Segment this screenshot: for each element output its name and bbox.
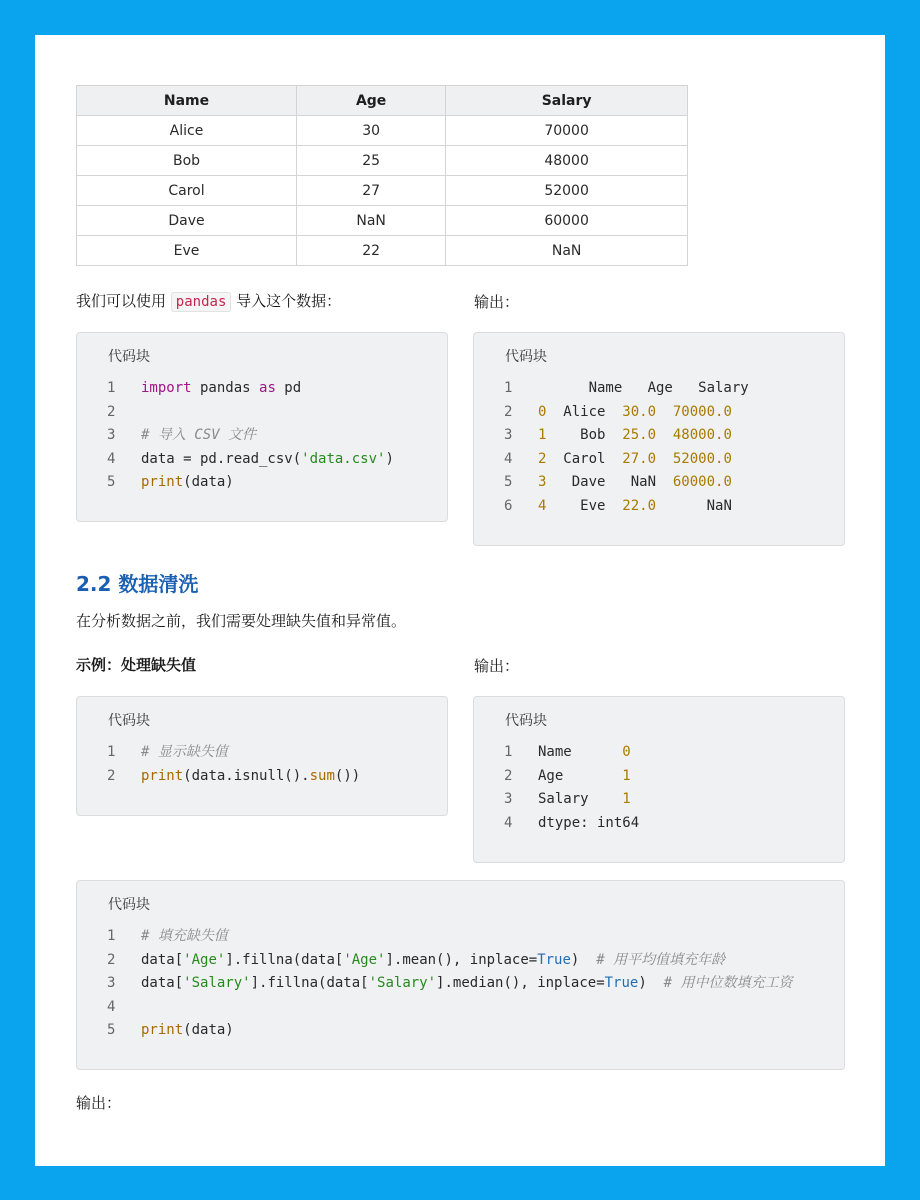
line-source [538, 424, 732, 448]
line-number: 2 [107, 403, 116, 420]
code-token: Carol [546, 450, 623, 467]
table-cell: Carol [77, 176, 297, 206]
line-number: 4 [504, 450, 513, 467]
line-source [538, 765, 631, 789]
line-source [141, 377, 301, 401]
code-line [474, 377, 749, 401]
code-line [77, 448, 394, 472]
code-token: data = pd.read_csv( [141, 450, 302, 467]
line-source [141, 424, 256, 448]
code-line [474, 448, 749, 472]
code-lines [474, 377, 749, 519]
line-number: 4 [504, 814, 513, 831]
code-token: Bob [546, 427, 623, 444]
table-cell: 60000 [446, 206, 688, 236]
code-lines [77, 741, 360, 788]
code-token: ].median(), inplace= [436, 975, 605, 992]
table-cell: 25 [297, 146, 446, 176]
line-number: 3 [504, 427, 513, 444]
code-line [474, 471, 749, 495]
code-line [77, 949, 793, 973]
output-label-1: 输出： [474, 293, 520, 311]
code-line [77, 972, 793, 996]
code-line [474, 495, 749, 519]
line-source [141, 448, 394, 472]
line-number: 1 [107, 380, 116, 396]
line-number: 1 [107, 928, 116, 944]
intro-text-after: 导入这个数据： [236, 292, 342, 310]
code-block-output-dataframe [473, 332, 845, 546]
code-token [656, 451, 673, 467]
code-token: ].fillna(data[ [225, 951, 344, 968]
header-name: Name [77, 86, 297, 116]
line-number: 6 [504, 497, 513, 514]
line-source [538, 741, 631, 765]
code-token: Age [538, 767, 623, 784]
code-token: (data) [183, 474, 234, 491]
intro-paragraph [76, 290, 341, 311]
header-salary: Salary [446, 86, 688, 116]
line-source [141, 925, 228, 949]
code-token: 1 [538, 427, 547, 444]
code-block-label: 代码块 [108, 897, 150, 913]
line-source [141, 1019, 234, 1043]
section-heading: 2.2 数据清洗 [76, 572, 199, 596]
code-token [656, 427, 673, 443]
line-source [538, 471, 732, 495]
output-label-2: 输出： [474, 657, 520, 675]
code-token: # 填充缺失值 [141, 928, 228, 944]
line-number: 4 [107, 998, 116, 1015]
line-number: 2 [504, 767, 513, 784]
line-source [141, 765, 360, 789]
table-cell: 22 [297, 236, 446, 266]
code-token: Name [538, 744, 623, 760]
code-token: True [604, 975, 639, 992]
code-line [77, 1019, 793, 1043]
code-line [474, 812, 639, 836]
code-token: ].fillna(data[ [250, 975, 369, 992]
code-block-label: 代码块 [108, 349, 150, 365]
code-token: 3 [538, 474, 547, 491]
code-token: 4 [538, 497, 547, 514]
code-token: ()) [334, 767, 361, 784]
table-cell: 48000 [446, 146, 688, 176]
section-description: 在分析数据之前，我们需要处理缺失值和异常值。 [76, 612, 407, 630]
code-token: # 用平均值填充年龄 [596, 951, 726, 968]
table-row [77, 146, 688, 176]
code-token: 2 [538, 450, 547, 467]
code-token: # 用中位数填充工资 [663, 975, 793, 992]
code-line [474, 401, 749, 425]
line-source [141, 741, 228, 765]
code-token: pd [275, 380, 302, 396]
code-token: 0 [622, 744, 631, 760]
line-number: 5 [107, 474, 116, 491]
table-row [77, 206, 688, 236]
code-token: # 显示缺失值 [141, 744, 228, 760]
code-token: 'Age' [343, 951, 386, 968]
table-row [77, 236, 688, 266]
code-block-import [76, 332, 448, 522]
code-token: 60000.0 [672, 474, 732, 491]
code-token: sum [309, 767, 335, 784]
code-line [77, 925, 793, 949]
line-source [538, 812, 639, 836]
code-block-label: 代码块 [108, 713, 150, 729]
code-token: 1 [622, 767, 631, 784]
code-lines [474, 741, 639, 835]
code-token: Name Age Salary [538, 380, 749, 396]
code-line [474, 788, 639, 812]
code-token: 'Salary' [183, 975, 251, 992]
line-number: 2 [107, 767, 116, 784]
code-line [77, 741, 360, 765]
code-token: print [141, 767, 184, 784]
output-label-3: 输出： [76, 1094, 122, 1112]
table-cell: NaN [446, 236, 688, 266]
line-source [538, 401, 732, 425]
code-token: 25.0 [622, 427, 657, 444]
code-token: NaN [656, 497, 732, 514]
code-line [77, 471, 394, 495]
line-number: 1 [107, 744, 116, 760]
code-token: ) [385, 450, 394, 467]
table-cell: Alice [77, 116, 297, 146]
line-number: 4 [107, 450, 116, 467]
code-token: 30.0 [622, 403, 657, 420]
code-token: 0 [538, 403, 547, 420]
code-token: 'data.csv' [301, 450, 386, 467]
code-token: (data.isnull(). [183, 767, 310, 784]
line-number: 2 [107, 951, 116, 968]
line-source [538, 788, 631, 812]
code-token: dtype: int64 [538, 814, 640, 831]
code-line [77, 377, 394, 401]
code-lines [77, 377, 394, 495]
code-lines [77, 925, 793, 1043]
code-token: 'Age' [183, 951, 226, 968]
line-number: 2 [504, 403, 513, 420]
inline-code-pandas: pandas [171, 292, 232, 312]
code-token: as [259, 380, 276, 396]
table-row [77, 176, 688, 206]
code-line [474, 765, 639, 789]
code-token: ) [638, 975, 664, 992]
code-block-label: 代码块 [505, 713, 547, 729]
table-cell: Bob [77, 146, 297, 176]
code-token: pandas [191, 380, 260, 396]
code-block-isnull [76, 696, 448, 816]
code-token: 48000.0 [672, 427, 732, 444]
code-token: data[ [141, 951, 184, 968]
line-number: 5 [107, 1022, 116, 1039]
line-number: 5 [504, 474, 513, 491]
line-source [141, 949, 725, 973]
line-source [538, 495, 732, 519]
header-age: Age [297, 86, 446, 116]
table-header-row [77, 86, 688, 116]
line-number: 3 [504, 791, 513, 808]
code-token: 52000.0 [672, 450, 732, 467]
code-line [77, 401, 394, 425]
table-cell: 52000 [446, 176, 688, 206]
table-cell: 70000 [446, 116, 688, 146]
code-token: data[ [141, 975, 184, 992]
line-number: 3 [107, 427, 116, 444]
code-line [77, 765, 360, 789]
line-source [538, 448, 732, 472]
code-line [77, 424, 394, 448]
example-title: 示例：处理缺失值 [76, 656, 197, 674]
code-line [474, 741, 639, 765]
code-token: # 导入 CSV 文件 [141, 427, 257, 444]
code-block-output-isnull [473, 696, 845, 863]
code-token: 70000.0 [672, 403, 732, 420]
code-token: Alice [546, 403, 623, 420]
code-token: 1 [622, 791, 631, 808]
line-source [538, 377, 749, 401]
code-token: ) [570, 951, 597, 968]
code-block-label: 代码块 [505, 349, 547, 365]
table-row [77, 116, 688, 146]
code-token: 27.0 [622, 450, 657, 467]
intro-text-before: 我们可以使用 [76, 292, 167, 310]
line-number: 1 [504, 380, 513, 396]
code-token: (data) [183, 1022, 234, 1039]
code-token: ].mean(), inplace= [385, 951, 538, 968]
table-cell: Eve [77, 236, 297, 266]
table-cell: Dave [77, 206, 297, 236]
data-table [76, 85, 688, 266]
code-token: Eve [546, 497, 623, 514]
table-cell: 30 [297, 116, 446, 146]
document-page [35, 35, 885, 1166]
code-token: print [141, 1022, 184, 1039]
table-cell: NaN [297, 206, 446, 236]
line-number: 1 [504, 744, 513, 760]
code-token [656, 404, 673, 420]
code-token: 'Salary' [368, 975, 437, 992]
line-source [141, 471, 234, 495]
table-cell: 27 [297, 176, 446, 206]
code-token: True [537, 951, 571, 968]
code-token: Salary [538, 791, 623, 808]
line-source [141, 972, 793, 996]
code-token: import [141, 380, 192, 396]
code-token: 22.0 [622, 497, 657, 514]
code-token: print [141, 474, 184, 491]
code-block-fillna [76, 880, 845, 1070]
code-line [474, 424, 749, 448]
line-number: 3 [107, 975, 116, 992]
code-line [77, 996, 793, 1020]
code-token: Dave NaN [546, 474, 673, 491]
